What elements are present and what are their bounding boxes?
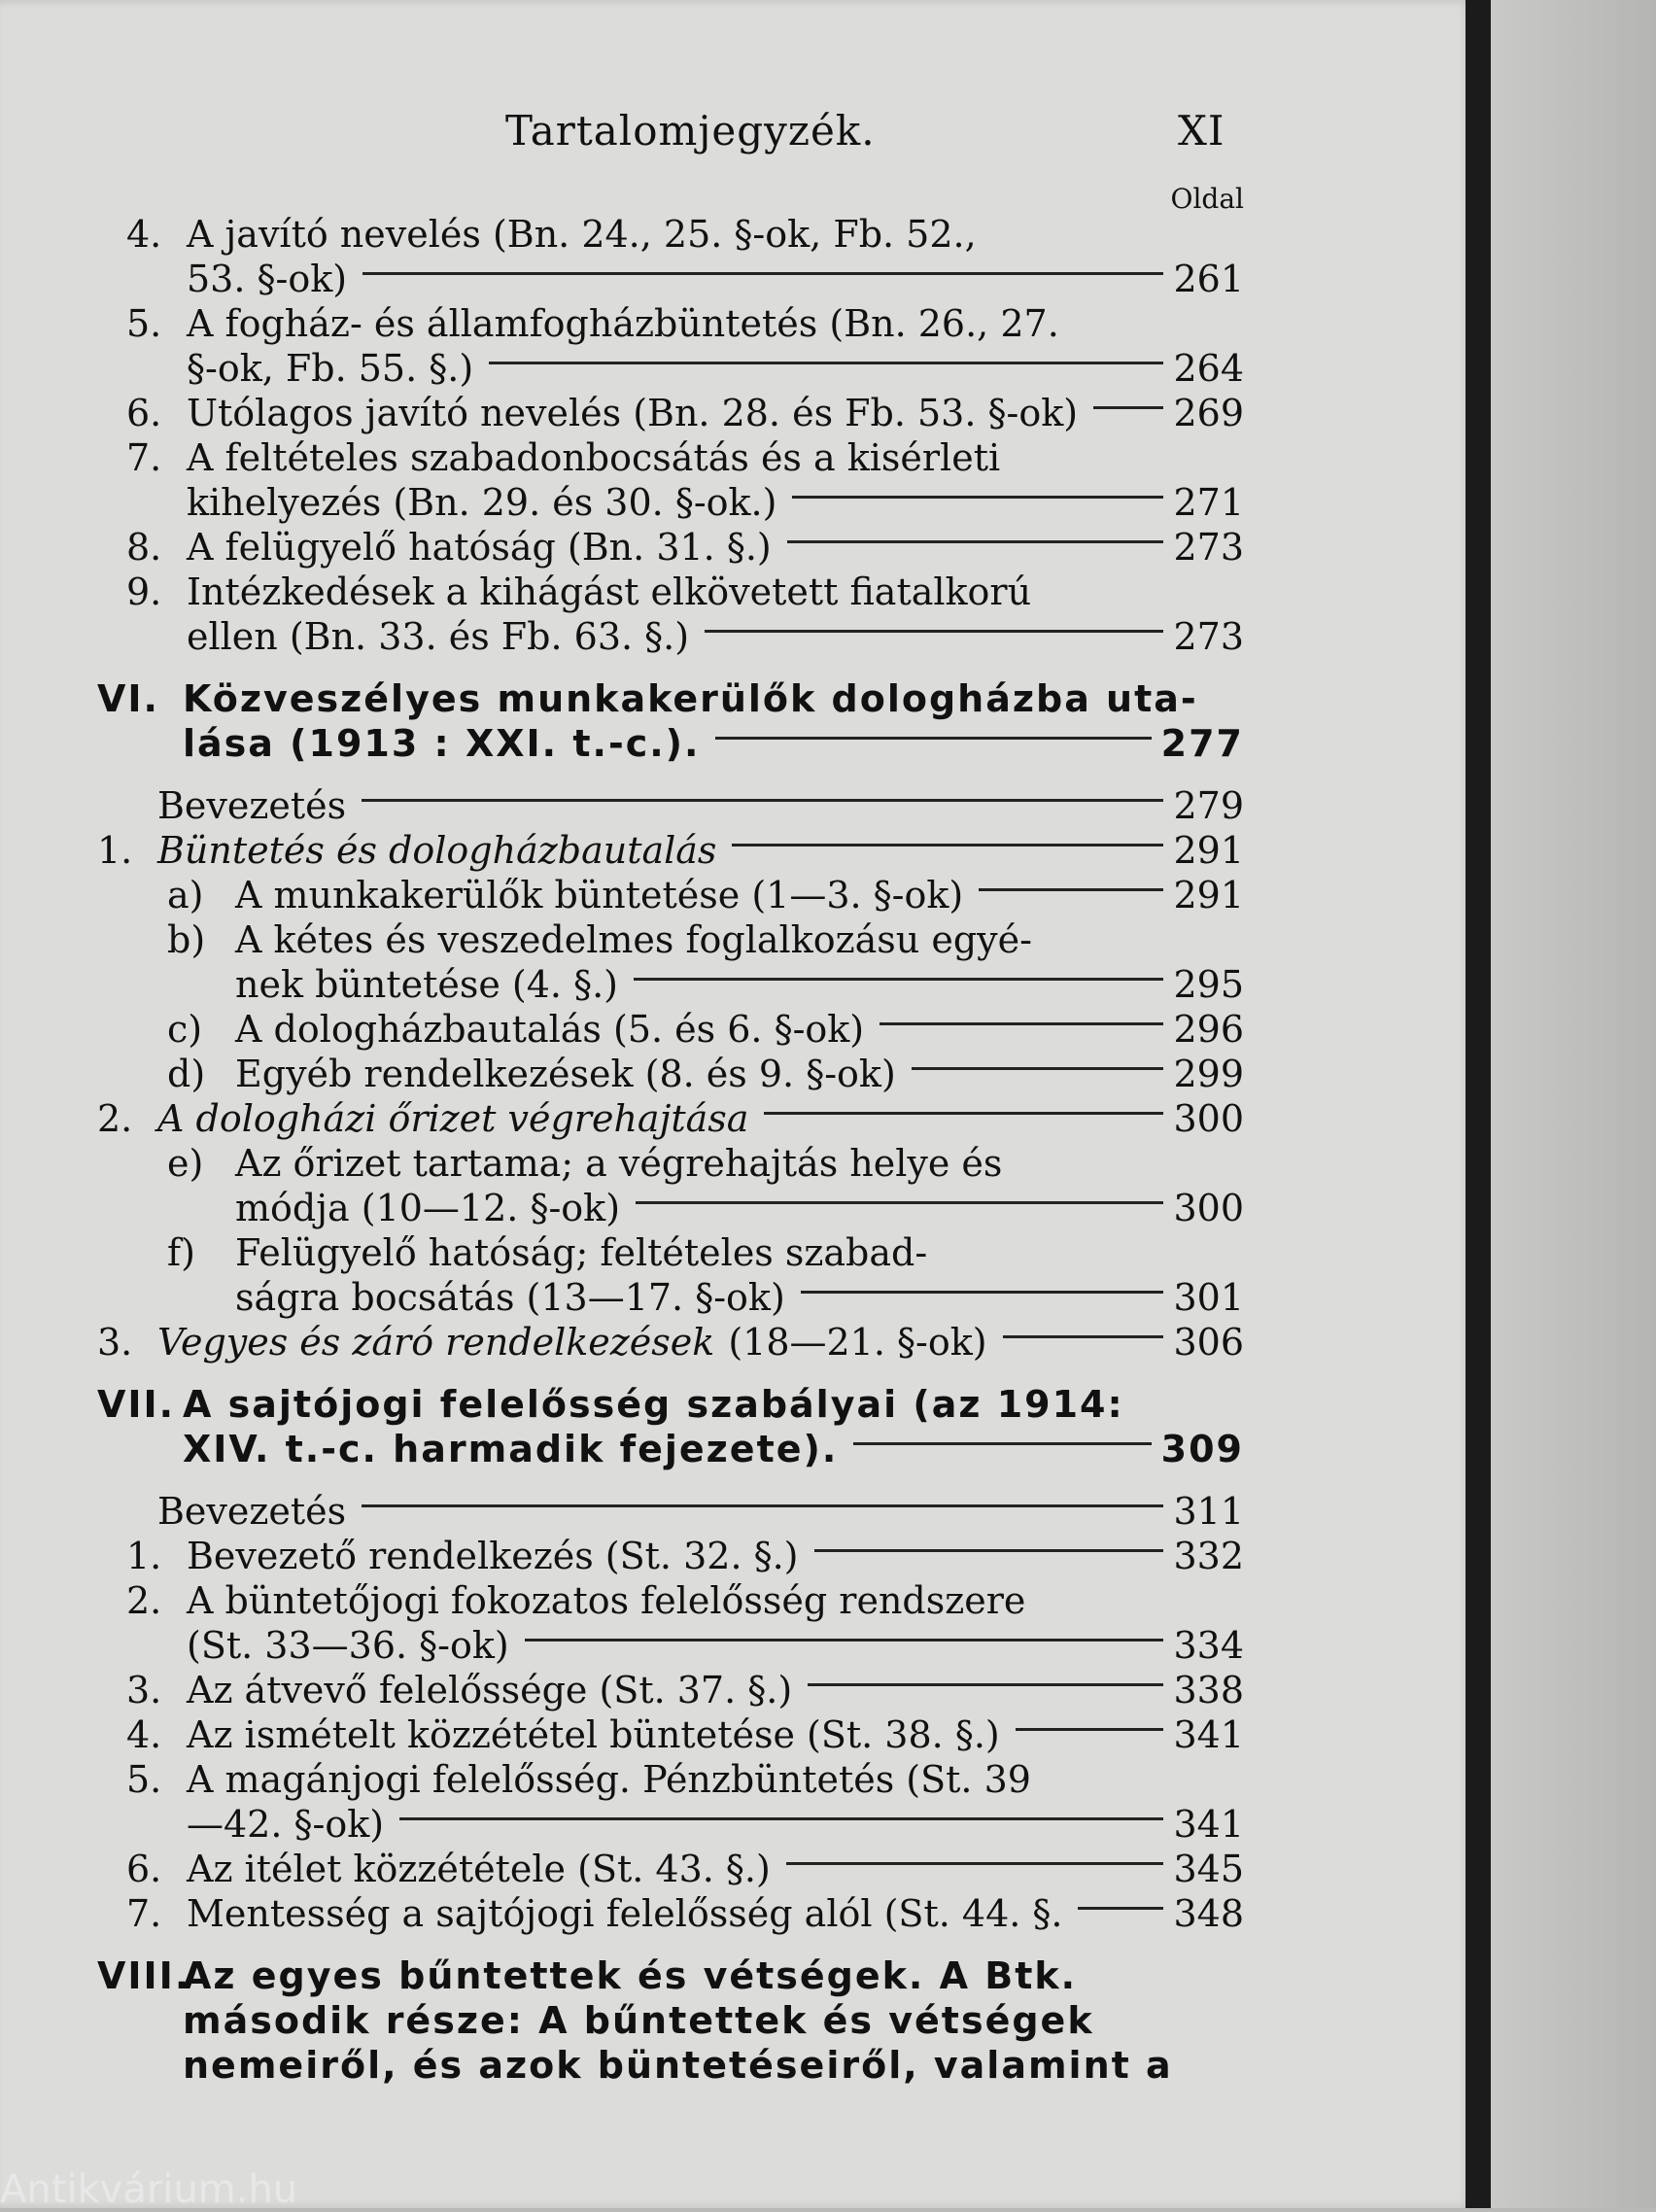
- toc-entry-line: [97, 783, 1244, 828]
- entry-number: b): [167, 918, 206, 961]
- entry-number: VII.: [97, 1383, 176, 1426]
- spacer: [97, 1471, 1244, 1489]
- leader-dashes: [786, 1862, 1164, 1865]
- entry-text: A kétes és veszedelmes foglalkozásu egyé-: [235, 918, 1032, 961]
- leader-dashes: [912, 1067, 1164, 1070]
- entry-text: Mentesség a sajtójogi felelősség alól (St. 44. §.: [187, 1892, 1063, 1935]
- leader-dashes: [636, 1201, 1163, 1204]
- entry-page: 300: [1173, 1187, 1244, 1229]
- entry-text: Bevezető rendelkezés (St. 32. §.): [187, 1535, 799, 1577]
- page-title: Tartalomjegyzék.: [505, 107, 876, 155]
- toc-entry-line: [97, 257, 1244, 301]
- entry-text: ságra bocsátás (13—17. §-ok): [235, 1276, 785, 1319]
- entry-number: VI.: [97, 677, 159, 720]
- entry-text: A munkakerülők büntetése (1—3. §-ok): [235, 874, 964, 916]
- entry-page: 271: [1173, 481, 1244, 524]
- leader-dashes: [853, 1442, 1151, 1445]
- entry-text: Az ismételt közzététel büntetése (St. 38. §.): [187, 1713, 1000, 1756]
- entry-page: 332: [1173, 1535, 1244, 1577]
- entry-text: Közveszélyes munkakerülők dologházba uta-: [183, 677, 1198, 720]
- entry-page: 345: [1173, 1848, 1244, 1890]
- toc-entry-line: [97, 1847, 1244, 1891]
- leader-dashes: [705, 630, 1163, 633]
- entry-text: Utólagos javító nevelés (Bn. 28. és Fb. 53. §-ok): [187, 392, 1079, 434]
- entry-page: 309: [1160, 1428, 1244, 1470]
- entry-number: f): [167, 1231, 195, 1274]
- entry-text: A sajtójogi felelősség szabályai (az 1914:: [183, 1383, 1124, 1426]
- leader-dashes: [1078, 1907, 1163, 1910]
- leader-dashes: [399, 1817, 1163, 1820]
- entry-page: 299: [1173, 1053, 1244, 1095]
- entry-page: 277: [1160, 722, 1244, 765]
- entry-text: A dologházi őrizet végrehajtása: [157, 1097, 749, 1140]
- section-heading-line: [97, 721, 1244, 766]
- entry-number: 3.: [97, 1321, 133, 1364]
- entry-text: Az őrizet tartama; a végrehajtás helye és: [235, 1142, 1003, 1185]
- toc-entry-line: [97, 480, 1244, 525]
- entry-number: c): [167, 1008, 203, 1051]
- leader-dashes: [1093, 406, 1163, 409]
- entry-text: A fogház- és államfogházbüntetés (Bn. 26., 27.: [187, 302, 1059, 345]
- toc-entry-line: [97, 1141, 1244, 1186]
- watermark: Antikvárium.hu: [0, 2167, 298, 2212]
- toc-entry-line: [97, 1230, 1244, 1275]
- toc-entry-line: [97, 1007, 1244, 1052]
- entry-number: 4.: [126, 1713, 162, 1756]
- toc-entry-line: [97, 1802, 1244, 1847]
- entry-number: 7.: [126, 1892, 162, 1935]
- entry-text: második része: A bűntettek és vétségek: [183, 1999, 1094, 2042]
- toc-entry-line: [97, 570, 1244, 614]
- leader-dashes: [808, 1683, 1163, 1686]
- entry-number: e): [167, 1142, 204, 1185]
- entry-text: —42. §-ok): [187, 1803, 385, 1846]
- leader-dashes: [801, 1291, 1164, 1294]
- leader-dashes: [792, 496, 1163, 499]
- section-heading-line: [97, 676, 1244, 721]
- entry-number: 1.: [126, 1535, 162, 1577]
- toc-entry-line: [97, 1052, 1244, 1096]
- toc-entry-line: [97, 346, 1244, 391]
- entry-text: Intézkedések a kihágást elkövetett fiatalkorú: [187, 570, 1032, 613]
- entry-page: 279: [1173, 784, 1244, 827]
- entry-page: 341: [1173, 1803, 1244, 1846]
- section-heading-line: [97, 1427, 1244, 1471]
- spacer: [97, 766, 1244, 783]
- page-number: XI: [1178, 107, 1225, 155]
- entry-page: 341: [1173, 1713, 1244, 1756]
- entry-page: 300: [1173, 1097, 1244, 1140]
- entry-page: 296: [1173, 1008, 1244, 1051]
- entry-text: nemeiről, és azok büntetéseiről, valamint a: [183, 2044, 1173, 2087]
- toc-entry-line: [97, 1320, 1244, 1365]
- entry-number: 1.: [97, 829, 133, 872]
- entry-number: 7.: [126, 436, 162, 479]
- toc-list: [97, 212, 1244, 2088]
- entry-number: 8.: [126, 526, 162, 569]
- toc-entry-line: [97, 1623, 1244, 1668]
- entry-number: 2.: [97, 1097, 133, 1140]
- leader-dashes: [715, 737, 1151, 740]
- page-header: [97, 97, 1244, 165]
- toc-entry-line: [97, 1578, 1244, 1623]
- entry-text: Büntetés és dologházbautalás: [157, 829, 717, 872]
- toc-entry-line: [97, 212, 1244, 257]
- toc-entry-line: [97, 301, 1244, 346]
- entry-text: Az itélet közzététele (St. 43. §.): [187, 1848, 771, 1890]
- entry-page: 334: [1173, 1624, 1244, 1667]
- entry-text: XIV. t.-c. harmadik fejezete).: [183, 1428, 839, 1470]
- toc-entry-line: [97, 614, 1244, 659]
- spacer: [97, 1365, 1244, 1382]
- entry-page: 311: [1173, 1490, 1244, 1533]
- spacer: [97, 1936, 1244, 1953]
- leader-dashes: [362, 272, 1163, 275]
- entry-text: Egyéb rendelkezések (8. és 9. §-ok): [235, 1053, 896, 1095]
- entry-number: 9.: [126, 570, 162, 613]
- entry-text: Vegyes és záró rendelkezések: [157, 1321, 715, 1364]
- entry-text: nek büntetése (4. §.): [235, 963, 618, 1006]
- section-heading-line: [97, 2043, 1244, 2088]
- entry-number: d): [167, 1053, 206, 1095]
- leader-dashes: [634, 978, 1163, 981]
- entry-page: 291: [1173, 874, 1244, 916]
- book-edge: [1491, 0, 1656, 2208]
- toc-entry-line: [97, 828, 1244, 873]
- entry-text: A feltételes szabadonbocsátás és a kisérleti: [187, 436, 1001, 479]
- section-heading-line: [97, 1382, 1244, 1427]
- entry-number: 6.: [126, 392, 162, 434]
- leader-dashes: [880, 1022, 1163, 1025]
- entry-text: 53. §-ok): [187, 258, 348, 300]
- entry-number: 5.: [126, 1758, 162, 1801]
- entry-text: A javító nevelés (Bn. 24., 25. §-ok, Fb. 52.,: [187, 213, 977, 256]
- entry-number: VIII.: [97, 1954, 191, 1997]
- entry-page: 269: [1173, 392, 1244, 434]
- entry-text: A felügyelő hatóság (Bn. 31. §.): [187, 526, 772, 569]
- entry-text: A dologházbautalás (5. és 6. §-ok): [235, 1008, 865, 1051]
- entry-page: 301: [1173, 1276, 1244, 1319]
- entry-page: 338: [1173, 1669, 1244, 1711]
- toc-entry-line: [97, 962, 1244, 1007]
- entry-page: 273: [1173, 615, 1244, 658]
- toc-entry-line: [97, 1712, 1244, 1757]
- leader-dashes: [732, 844, 1163, 847]
- leader-dashes: [489, 362, 1163, 364]
- leader-dashes: [1016, 1728, 1164, 1731]
- entry-number: 2.: [126, 1579, 162, 1622]
- leader-dashes: [362, 1504, 1163, 1507]
- entry-number: a): [167, 874, 204, 916]
- leader-dashes: [814, 1549, 1164, 1552]
- entry-text: kihelyezés (Bn. 29. és 30. §-ok.): [187, 481, 777, 524]
- entry-text: Az átvevő felelőssége (St. 37. §.): [187, 1669, 793, 1711]
- spacer: [97, 659, 1244, 676]
- toc-entry-line: [97, 1186, 1244, 1230]
- entry-text: Bevezetés: [157, 1490, 347, 1533]
- entry-page: 264: [1173, 347, 1244, 390]
- leader-dashes: [525, 1639, 1164, 1642]
- entry-page: 295: [1173, 963, 1244, 1006]
- entry-page: 291: [1173, 829, 1244, 872]
- leader-dashes: [764, 1112, 1163, 1115]
- entry-text: Bevezetés: [157, 784, 347, 827]
- toc-entry-line: [97, 1096, 1244, 1141]
- entry-text: A magánjogi felelősség. Pénzbüntetés (St. 39: [187, 1758, 1031, 1801]
- leader-dashes: [1003, 1335, 1164, 1338]
- entry-number: 6.: [126, 1848, 162, 1890]
- table-of-contents: [97, 97, 1244, 2088]
- entry-text: Felügyelő hatóság; feltételes szabad-: [235, 1231, 928, 1274]
- entry-text: módja (10—12. §-ok): [235, 1187, 621, 1229]
- toc-entry-line: [97, 873, 1244, 917]
- entry-tail: (18—21. §-ok): [728, 1321, 987, 1364]
- toc-entry-line: [97, 1275, 1244, 1320]
- toc-entry-line: [97, 1668, 1244, 1712]
- leader-dashes: [979, 888, 1163, 891]
- book-spine: [1466, 0, 1491, 2208]
- toc-entry-line: [97, 1489, 1244, 1534]
- entry-text: Az egyes bűntettek és vétségek. A Btk.: [183, 1954, 1078, 1997]
- toc-entry-line: [97, 1757, 1244, 1802]
- toc-entry-line: [97, 917, 1244, 962]
- entry-text: A büntetőjogi fokozatos felelősség rendszere: [187, 1579, 1026, 1622]
- oldal-label: Oldal: [1170, 183, 1244, 215]
- toc-entry-line: [97, 391, 1244, 435]
- entry-page: 306: [1173, 1321, 1244, 1364]
- entry-number: 5.: [126, 302, 162, 345]
- entry-number: 4.: [126, 213, 162, 256]
- entry-number: 3.: [126, 1669, 162, 1711]
- entry-text: (St. 33—36. §-ok): [187, 1624, 509, 1667]
- toc-entry-line: [97, 525, 1244, 570]
- entry-page: 273: [1173, 526, 1244, 569]
- section-heading-line: [97, 1998, 1244, 2043]
- entry-text: lása (1913 : XXI. t.-c.).: [183, 722, 701, 765]
- entry-page: 261: [1173, 258, 1244, 300]
- toc-entry-line: [97, 435, 1244, 480]
- toc-entry-line: [97, 1534, 1244, 1578]
- section-heading-line: [97, 1953, 1244, 1998]
- leader-dashes: [362, 799, 1163, 802]
- entry-text: ellen (Bn. 33. és Fb. 63. §.): [187, 615, 690, 658]
- leader-dashes: [787, 540, 1164, 543]
- toc-entry-line: [97, 1891, 1244, 1936]
- entry-page: 348: [1173, 1892, 1244, 1935]
- entry-text: §-ok, Fb. 55. §.): [187, 347, 474, 390]
